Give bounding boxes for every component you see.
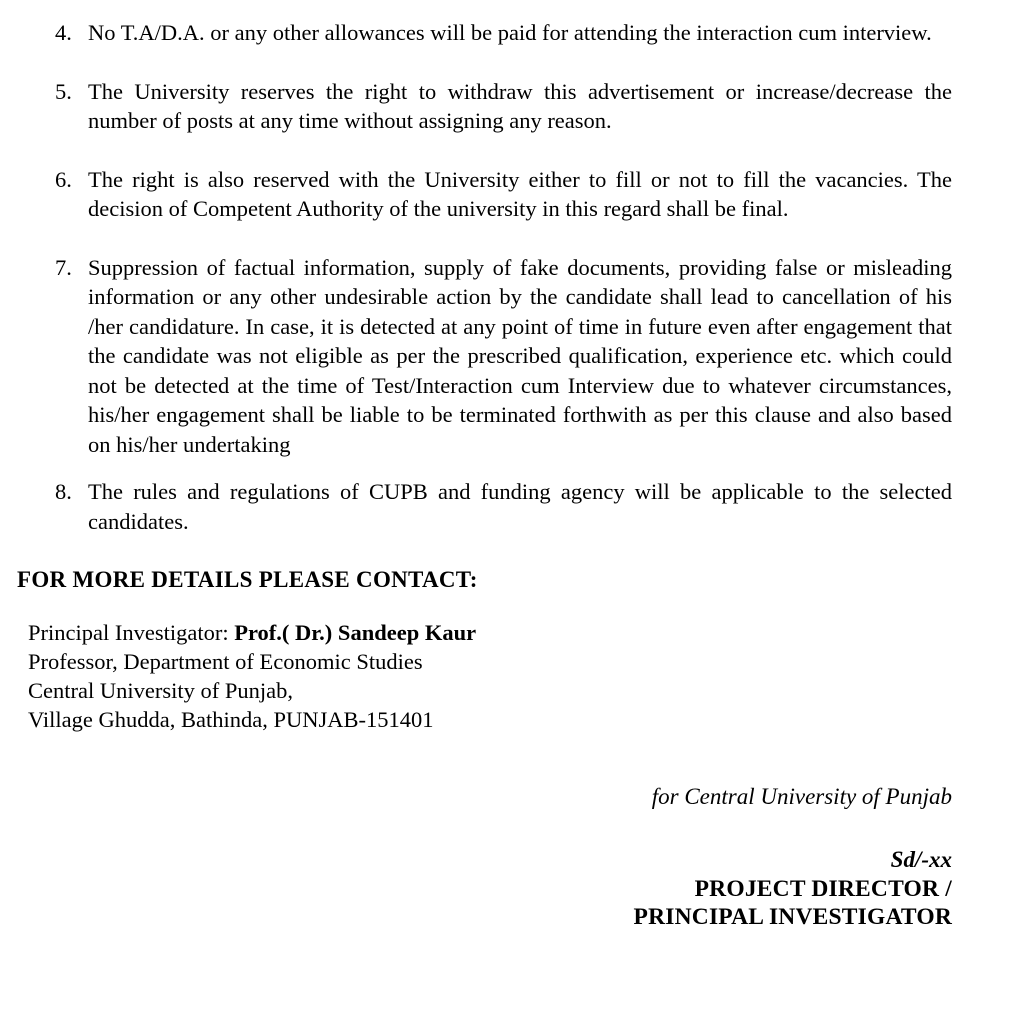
list-item-5-text: The University reserves the right to withdraw this advertisement or increase/decrease the number of posts at any time without assigning any reason. xyxy=(88,78,952,133)
signature-sd-line: Sd/-xx xyxy=(890,847,952,872)
list-item-8-text: The rules and regulations of CUPB and funding agency will be applicable to the selected candidates. xyxy=(88,479,952,534)
list-item-4-text: No T.A/D.A. or any other allowances will be paid for attending the interaction cum interview. xyxy=(88,20,932,45)
list-item-6 xyxy=(0,165,1024,224)
list-item-6-number: 6. xyxy=(55,166,72,192)
terms-numbered-list xyxy=(0,18,1024,536)
list-item-8-number: 8. xyxy=(55,479,72,504)
contact-address-line: Village Ghudda, Bathinda, PUNJAB-151401 xyxy=(28,706,434,732)
list-item-7 xyxy=(0,253,1024,460)
contact-designation-line: Professor, Department of Economic Studies xyxy=(28,648,423,674)
contact-principal-investigator-line xyxy=(28,618,1024,647)
list-item-7-number: 7. xyxy=(55,254,72,280)
for-university-line: for Central University of Punjab xyxy=(651,783,952,809)
list-item-7-text: Suppression of factual information, supply of fake documents, providing false or misleading information or any other undesirable action by the candidate shall lead to cancellation of his /her candidature. In case, it is detected at any point of time in future even after engagement that the candidate was not eligible as per the prescribed qualification, experience etc. which could not be detected at the time of Test/Interaction cum Interview due to whatever circumstances, his/her engagement shall be liable to be terminated forthwith as per this clause and also based on his/her undertaking xyxy=(88,254,952,457)
signature-title-line-1: PROJECT DIRECTOR / xyxy=(694,875,952,902)
list-item-5 xyxy=(0,77,1024,136)
list-item-5-number: 5. xyxy=(55,78,72,104)
contact-label: Principal Investigator: xyxy=(28,619,235,645)
list-item-4-number: 4. xyxy=(55,20,72,45)
list-item-8 xyxy=(0,477,1024,536)
contact-section-heading: FOR MORE DETAILS PLEASE CONTACT: xyxy=(17,567,478,592)
list-item-6-text: The right is also reserved with the University either to fill or not to fill the vacancies. The decision of Competent Authority of the university in this regard shall be final. xyxy=(88,166,952,221)
signature-title-line-2: PRINCIPAL INVESTIGATOR xyxy=(633,904,952,930)
contact-name: Prof.( Dr.) Sandeep Kaur xyxy=(234,619,477,645)
contact-university-line: Central University of Punjab, xyxy=(28,677,293,703)
list-item-4 xyxy=(0,18,1024,48)
contact-block xyxy=(28,618,1024,734)
signature-block xyxy=(0,846,1024,932)
